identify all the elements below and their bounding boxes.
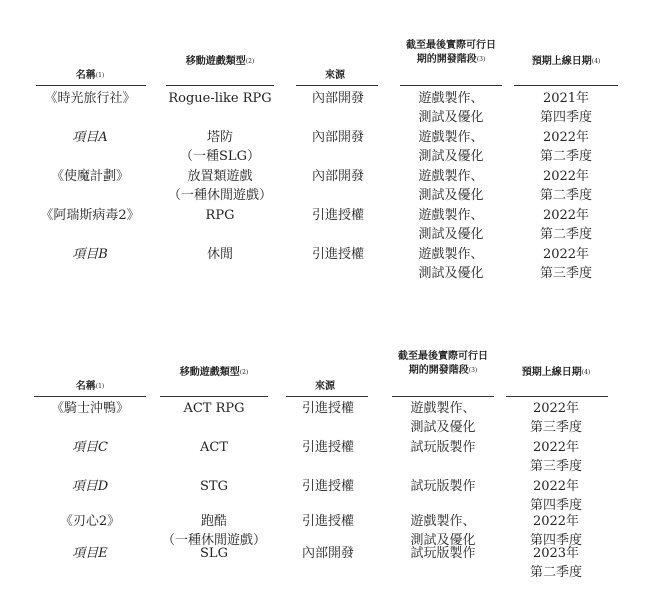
header-stage: 截至最後實際可行日期的開發階段$^{(3)}$ — [406, 40, 496, 65]
game-name: 項目E — [72, 546, 108, 561]
game-source: 內部開發 — [301, 546, 354, 561]
game-source: 引進授權 — [301, 479, 354, 494]
game-stage: 測試及優化 — [418, 266, 484, 281]
launch-year: 2021年 — [542, 91, 590, 106]
game-type-note: （一種休閒遊戲） — [161, 533, 266, 548]
game-type: RPG — [205, 208, 235, 223]
game-name: 《使魔計劃》 — [50, 169, 129, 184]
game-source: 引進授權 — [301, 514, 354, 529]
header-stage: 截至最後實際可行日期的開發階段$^{(3)}$ — [398, 351, 488, 376]
launch-year: 2022年 — [532, 440, 580, 455]
game-type: ACT — [199, 440, 228, 455]
launch-year: 2022年 — [532, 479, 580, 494]
game-stage: 遊戲製作、 — [418, 91, 484, 106]
game-source: 內部開發 — [311, 130, 364, 145]
header-source: 來源 — [325, 70, 345, 81]
game-name: 《刃心2》 — [59, 514, 121, 529]
game-name: 項目D — [71, 479, 109, 494]
game-type: 休閒 — [206, 247, 233, 262]
header-type: 移動遊戲類型$^{(2)}$ — [185, 56, 255, 67]
game-type: SLG — [200, 546, 228, 561]
game-source: 引進授權 — [301, 401, 354, 416]
launch-year: 2022年 — [532, 514, 580, 529]
launch-year: 2022年 — [542, 247, 590, 262]
game-name: 項目A — [72, 130, 108, 145]
game-type: 塔防 — [206, 130, 233, 145]
game-type-note: （一種SLG） — [180, 149, 260, 164]
game-source: 引進授權 — [311, 247, 364, 262]
game-type: ACT RPG — [183, 401, 245, 416]
game-stage: 遊戲製作、 — [418, 247, 484, 262]
game-stage: 試玩版製作 — [410, 440, 476, 455]
game-name: 項目C — [72, 440, 108, 455]
game-source: 引進授權 — [301, 440, 354, 455]
launch-quarter: 第四季度 — [529, 533, 582, 548]
header-rule — [392, 396, 494, 397]
game-name: 《時光旅行社》 — [44, 91, 136, 106]
game-stage: 遊戲製作、 — [418, 130, 484, 145]
game-name: 《騎士沖鴨》 — [50, 401, 129, 416]
launch-year: 2022年 — [532, 401, 580, 416]
launch-quarter: 第二季度 — [539, 188, 592, 203]
game-type-note: （一種休閒遊戲） — [167, 188, 272, 203]
header-launch: 預期上線日期$^{(4)}$ — [531, 56, 601, 67]
game-stage: 遊戲製作、 — [410, 514, 476, 529]
header-rule — [514, 85, 618, 86]
launch-quarter: 第二季度 — [529, 565, 582, 580]
launch-year: 2022年 — [542, 130, 590, 145]
header-source: 來源 — [315, 381, 335, 392]
launch-year: 2023年 — [532, 546, 580, 561]
game-source: 引進授權 — [311, 208, 364, 223]
launch-quarter: 第三季度 — [529, 420, 582, 435]
launch-quarter: 第四季度 — [529, 498, 582, 513]
game-stage: 測試及優化 — [418, 110, 484, 125]
header-rule — [296, 85, 378, 86]
game-stage: 遊戲製作、 — [418, 169, 484, 184]
header-rule — [506, 396, 608, 397]
launch-quarter: 第二季度 — [539, 227, 592, 242]
launch-quarter: 第四季度 — [539, 110, 592, 125]
launch-quarter: 第三季度 — [539, 266, 592, 281]
header-type: 移動遊戲類型$^{(2)}$ — [179, 367, 249, 378]
game-stage: 測試及優化 — [410, 533, 476, 548]
game-type: 放置類遊戲 — [187, 169, 253, 184]
launch-year: 2022年 — [542, 169, 590, 184]
game-stage: 試玩版製作 — [410, 479, 476, 494]
game-name: 項目B — [72, 247, 108, 262]
header-rule — [166, 85, 274, 86]
header-rule — [34, 396, 146, 397]
launch-quarter: 第二季度 — [539, 149, 592, 164]
game-stage: 測試及優化 — [410, 420, 476, 435]
game-name: 《阿瑞斯病毒2》 — [40, 208, 140, 223]
header-name: 名稱$^{(1)}$ — [75, 70, 105, 81]
game-stage: 遊戲製作、 — [418, 208, 484, 223]
game-stage: 測試及優化 — [418, 227, 484, 242]
game-source: 內部開發 — [311, 91, 364, 106]
game-source: 內部開發 — [311, 169, 364, 184]
game-stage: 測試及優化 — [418, 149, 484, 164]
header-rule — [400, 85, 502, 86]
game-stage: 遊戲製作、 — [410, 401, 476, 416]
launch-year: 2022年 — [542, 208, 590, 223]
header-rule — [286, 396, 368, 397]
header-rule — [36, 85, 146, 86]
game-stage: 試玩版製作 — [410, 546, 476, 561]
header-launch: 預期上線日期$^{(4)}$ — [521, 367, 591, 378]
launch-quarter: 第三季度 — [529, 459, 582, 474]
game-type: 跑酷 — [200, 514, 227, 529]
header-rule — [160, 396, 268, 397]
header-name: 名稱$^{(1)}$ — [75, 381, 105, 392]
game-type: Rogue-like RPG — [168, 91, 272, 106]
game-type: STG — [200, 479, 228, 494]
game-stage: 測試及優化 — [418, 188, 484, 203]
